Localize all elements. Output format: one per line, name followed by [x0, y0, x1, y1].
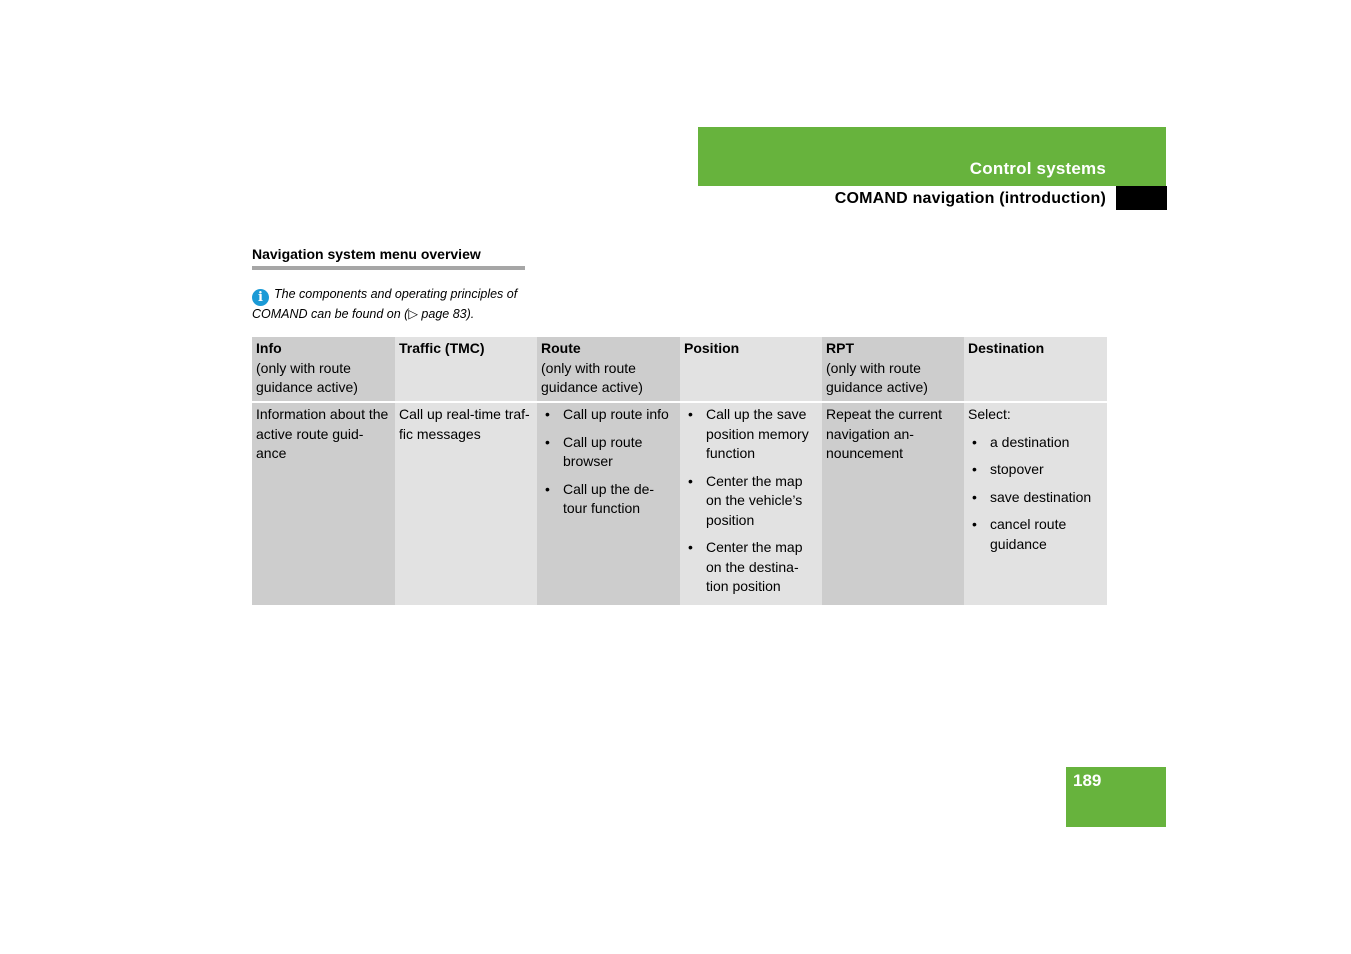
header-subtitle: (only with route guidance active)	[256, 359, 358, 395]
header-traffic	[395, 337, 537, 402]
section-tab-marker	[1116, 186, 1167, 210]
header-route	[537, 337, 680, 402]
chapter-header-bar	[698, 127, 1166, 186]
heading-underline	[252, 266, 525, 270]
menu-overview-table	[252, 337, 1107, 605]
list-item: • cancel route guidance	[968, 515, 1104, 554]
header-name: Route	[541, 340, 581, 356]
header-name: Info	[256, 340, 282, 356]
table-header-row	[252, 337, 1107, 402]
info-note-text: The components and operating principles of COMAND can be found on (▷ page 83).	[252, 287, 518, 321]
chapter-title: Control systems	[969, 159, 1106, 178]
destination-intro: Select:	[968, 406, 1011, 422]
cell-route	[537, 402, 680, 605]
info-note	[252, 286, 542, 323]
page-heading: Navigation system menu overview	[252, 246, 481, 262]
header-info	[252, 337, 395, 402]
header-name: Traffic (TMC)	[399, 340, 485, 356]
position-list	[684, 405, 819, 597]
list-item: • Center the map on the destina-tion position	[684, 538, 819, 597]
list-item: • Call up route info	[541, 405, 677, 425]
header-subtitle: (only with route guidance active)	[541, 359, 643, 395]
header-name: Position	[684, 340, 740, 356]
header-destination	[964, 337, 1107, 402]
cell-destination	[964, 402, 1107, 605]
list-item: • Call up the de-tour function	[541, 480, 677, 519]
cell-traffic: Call up real-time traf-fic messages	[395, 402, 537, 605]
table-body-row	[252, 402, 1107, 605]
header-subtitle: (only with route guidance active)	[826, 359, 928, 395]
cell-info: Information about the active route guid-ance	[252, 402, 395, 605]
page-number-box	[1066, 767, 1166, 827]
list-item: • Call up the save position memory function	[684, 405, 819, 464]
list-item: • a destination	[968, 433, 1104, 453]
header-name: RPT	[826, 340, 854, 356]
destination-list	[968, 433, 1104, 555]
list-item: • Call up route browser	[541, 433, 677, 472]
list-item: • save destination	[968, 488, 1104, 508]
header-rpt	[822, 337, 964, 402]
page-number: 189	[1073, 771, 1102, 790]
list-item: • stopover	[968, 460, 1104, 480]
header-name: Destination	[968, 340, 1045, 356]
cell-rpt: Repeat the current navigation an-nouncement	[822, 402, 964, 605]
cell-position	[680, 402, 822, 605]
info-icon: i	[252, 289, 269, 306]
route-list	[541, 405, 677, 519]
list-item: • Center the map on the vehicle’s position	[684, 472, 819, 531]
header-position	[680, 337, 822, 402]
section-title: COMAND navigation (introduction)	[834, 190, 1106, 207]
